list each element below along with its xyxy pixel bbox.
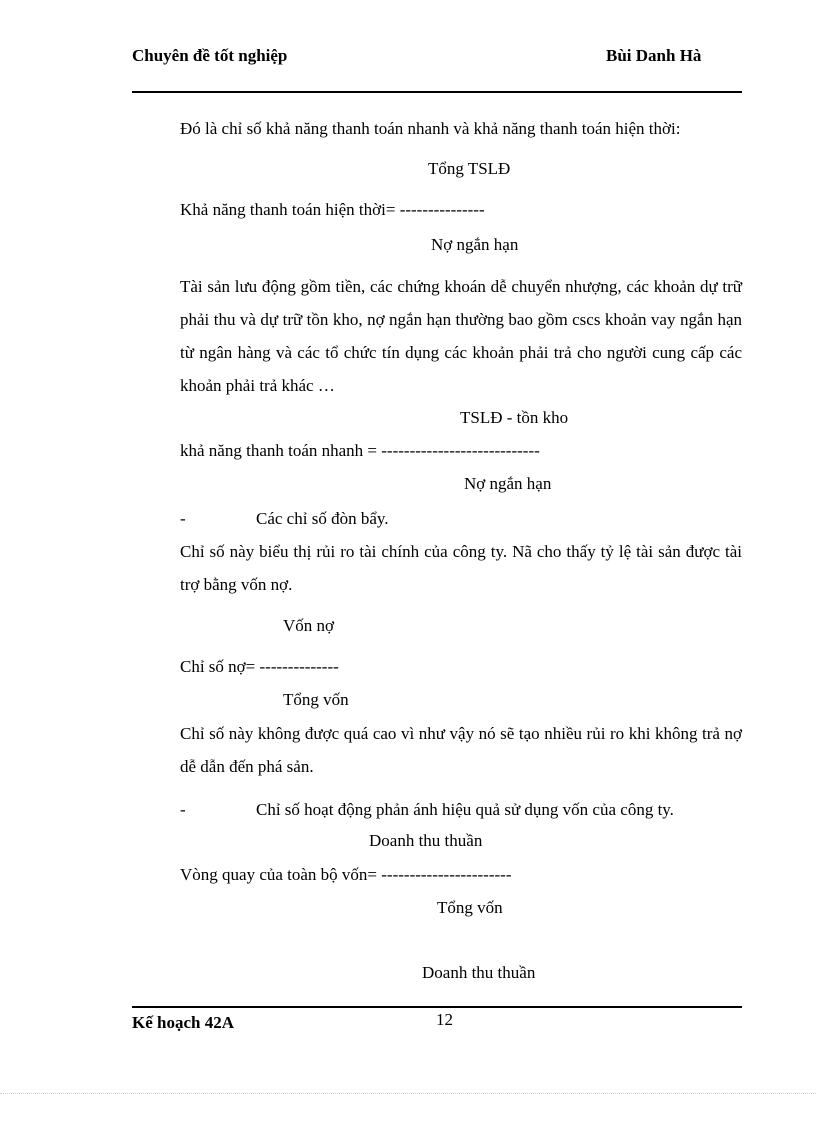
bullet-2-dash: -: [180, 800, 186, 819]
paragraph-debt-ratio: Chỉ số này không được quá cao vì như vậy nó sẽ tạo nhiều rủi ro khi không trả nợ dễ dẫn đến phá sản.: [180, 724, 742, 776]
page-number: 12: [436, 1010, 453, 1029]
formula-5-numerator: Doanh thu thuần: [422, 963, 536, 982]
paragraph-current-assets: Tài sản lưu động gồm tiền, các chứng khoán dễ chuyển nhượng, các khoản dự trữ phải thu và dự trữ tồn kho, nợ ngắn hạn thường bao gồm cscs khoản vay ngắn hạn từ ngân hàng và các tổ chức tín dụng các khoản phải trả cho người cung cấp các khoản phải trả khác …: [180, 277, 742, 395]
formula-2-numerator: TSLĐ - tồn kho: [460, 408, 569, 427]
formula-2-denominator: Nợ ngắn hạn: [464, 474, 552, 493]
formula-3-denominator: Tổng vốn: [283, 690, 349, 709]
formula-4-numerator: Doanh thu thuần: [369, 831, 483, 850]
formula-3-numerator: Vốn nợ: [283, 616, 335, 635]
bullet-1-text: Các chỉ số đòn bẩy.: [256, 509, 389, 528]
formula-3-lhs: Chỉ số nợ= --------------: [180, 657, 339, 676]
formula-1-lhs: Khả năng thanh toán hiện thời= ---------------: [180, 200, 485, 219]
formula-1-denominator: Nợ ngắn hạn: [431, 235, 519, 254]
header-rule: [132, 91, 742, 93]
paragraph-leverage: Chỉ số này biểu thị rủi ro tài chính của công ty. Nã cho thấy tỷ lệ tài sản được tài trợ bằng vốn nợ.: [180, 542, 742, 594]
formula-1-numerator: Tổng TSLĐ: [428, 159, 511, 178]
formula-4-denominator: Tổng vốn: [437, 898, 503, 917]
intro-text: Đó là chỉ số khả năng thanh toán nhanh và khả năng thanh toán hiện thời:: [180, 119, 681, 138]
bullet-2-text: Chỉ số hoạt động phản ánh hiệu quả sử dụng vốn của công ty.: [256, 800, 674, 819]
header-title: Chuyên đề tốt nghiệp: [132, 46, 288, 65]
formula-4-lhs: Vòng quay của toàn bộ vốn= -----------------------: [180, 865, 512, 884]
page-bottom-dotted-line: [0, 1093, 816, 1094]
header-author: Bùi Danh Hà: [606, 46, 702, 65]
formula-2-lhs: khả năng thanh toán nhanh = ----------------------------: [180, 441, 540, 460]
bullet-1-dash: -: [180, 509, 186, 528]
footer-rule: [132, 1006, 742, 1008]
footer-label: Kế hoạch 42A: [132, 1013, 234, 1032]
